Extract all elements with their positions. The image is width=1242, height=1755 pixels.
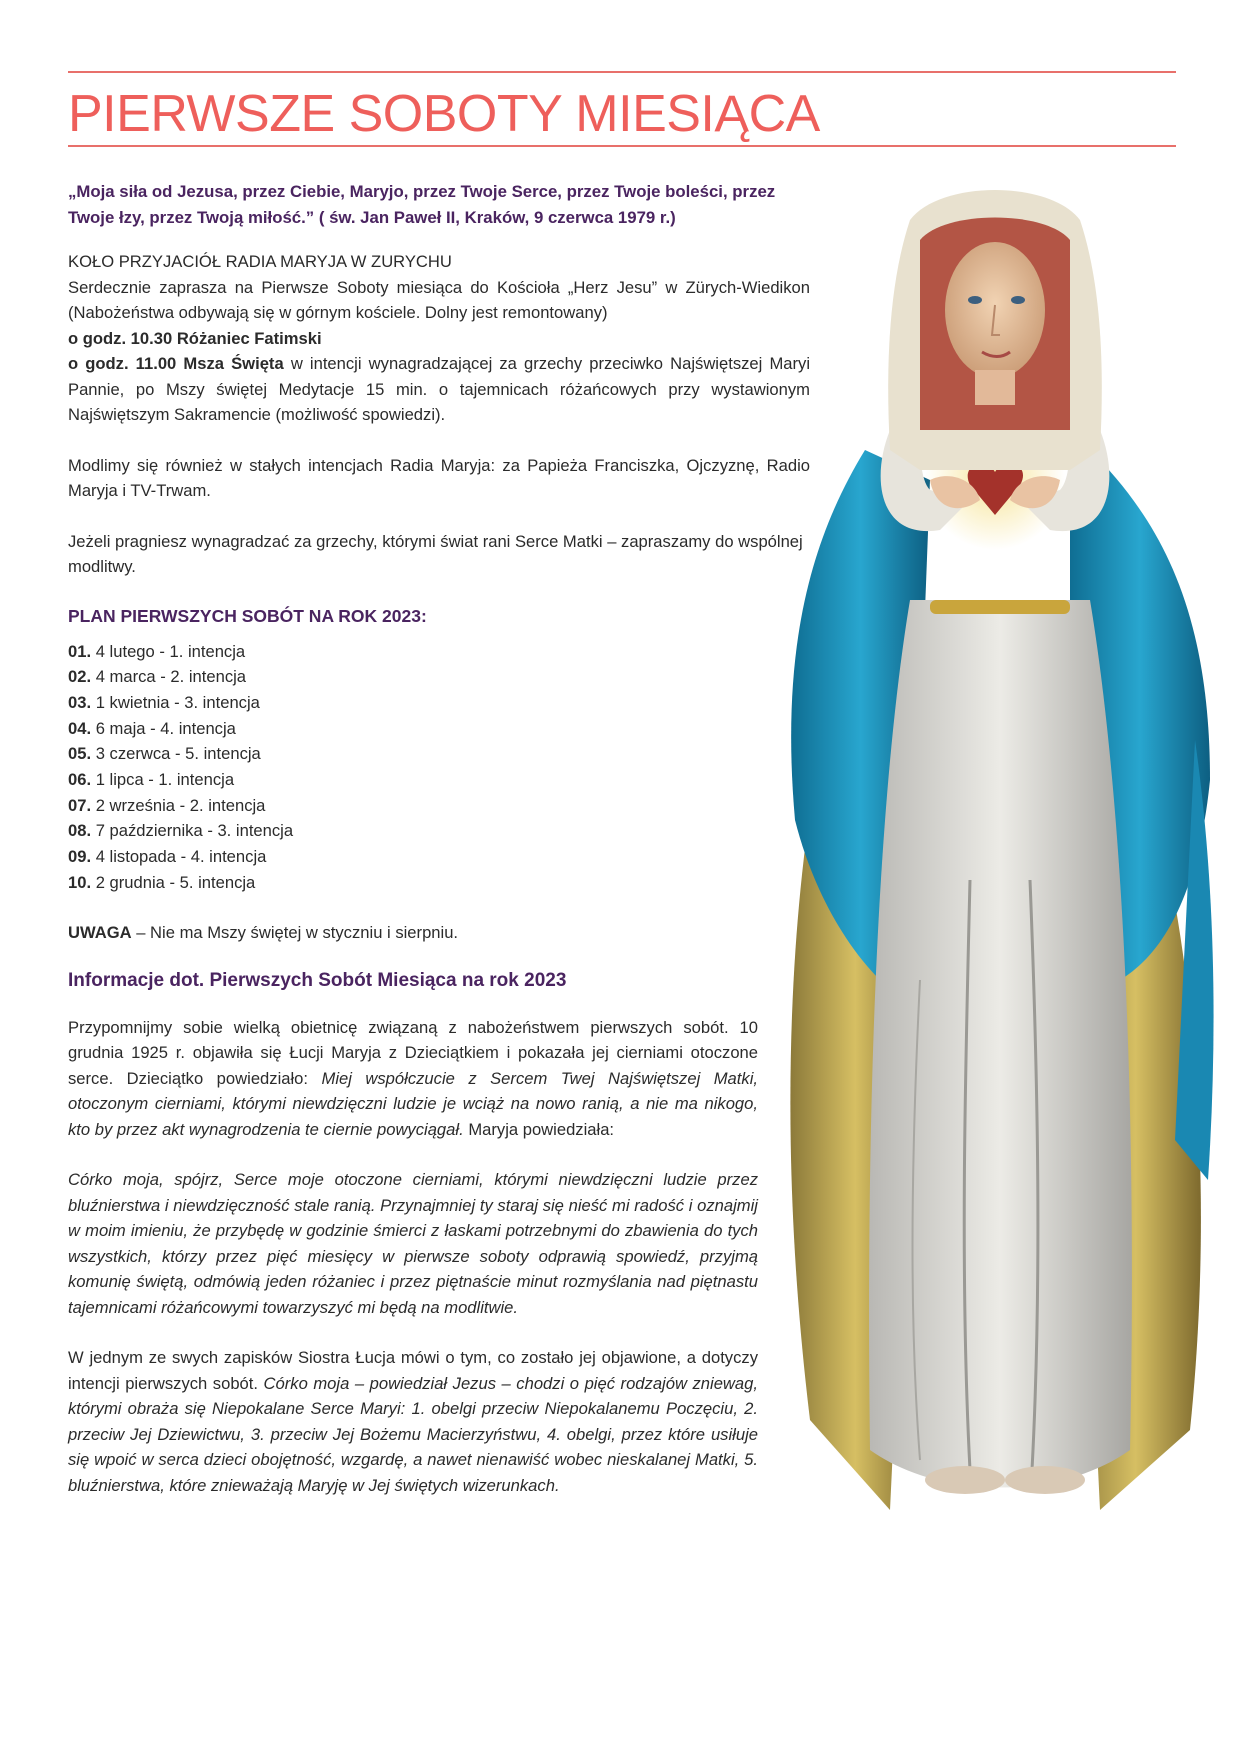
- note-label: UWAGA: [68, 922, 132, 942]
- info-paragraph-3: W jednym ze swych zapisków Siostra Łucja mówi o tym, co zostało jej objawione, a dotyczy intencji pierwszych sobót. Córko moja – powiedział Jezus – chodzi o pięć rodzajów zniewag, którymi obraża się Niepokalane Serce Maryi: 1. obelgi przeciw Niepokalanemu Poczęciu, 2. przeciw Jej Dziewictwu, 3. przeciw Jej Bożemu Macierzyństwu, 4. obelgi, przez które usiłuje się wpoić w serca dzieci obojętność, wzgardę, a nawet nienawiść wobec nieskalanej Matki, 5. bluźnierstwa, które znieważają Maryję w Jej świętych wizerunkach.: [68, 1348, 758, 1495]
- list-item: 10. 2 grudnia - 5. intencja: [68, 872, 256, 892]
- list-item: 01. 4 lutego - 1. intencja: [68, 641, 246, 661]
- mary-quote: Córko moja, spójrz, Serce moje otoczone cierniami, którymi niewdzięczni ludzie przez bluźnierstwa i niewdzięczność stale ranią. Przynajmniej ty staraj się nieść mi radość i oznajmij w moim imieniu, że przybędę w godzinie śmierci z łaskami potrzebnymi do zbawienia do tych wszystkich, którzy przez pięć miesięcy w pierwsze soboty odprawią spowiedź, przyjmą komunię świętą, odmówią jeden różaniec i przez piętnaście minut rozmyślania nad piętnastu tajemnicami różańcowymi towarzyszyć mi będą na modlitwie.: [68, 1170, 758, 1317]
- list-item: 07. 2 września - 2. intencja: [68, 795, 266, 815]
- mass-time: o godz. 11.00: [68, 354, 177, 373]
- mass-line: [68, 351, 810, 428]
- child-jesus-quote: Miej współczucie z Sercem Twej Najświętszej Matki, otoczonym cierniami, którymi niewdzięczni ludzie je wciąż na nowo ranią, a nie ma nikogo, kto by przez akt wynagrodzenia te ciernie powyciągał.: [68, 1068, 758, 1139]
- page-title: PIERWSZE SOBOTY MIESIĄCA: [68, 85, 820, 143]
- intro-section: [68, 249, 810, 580]
- info-heading: Informacje dot. Pierwszych Sobót Miesiąca na rok 2023: [68, 970, 567, 991]
- list-item: 05. 3 czerwca - 5. intencja: [68, 744, 261, 764]
- invitation-text: Jeżeli pragniesz wynagradzać za grzechy, którymi świat rani Serce Matki – zapraszamy do wspólnej modlitwy.: [68, 531, 803, 576]
- note-text: – Nie ma Mszy świętej w styczniu i sierpniu.: [131, 922, 459, 942]
- list-item: 04. 6 maja - 4. intencja: [68, 718, 236, 738]
- plan-heading: PLAN PIERWSZYCH SOBÓT NA ROK 2023:: [68, 606, 427, 626]
- virgin-mary-statue-image: [770, 180, 1220, 1540]
- list-item: 08. 7 października - 3. intencja: [68, 821, 294, 841]
- rosary-time: o godz. 10.30: [68, 328, 173, 348]
- info-section: [68, 968, 758, 1498]
- quote-line-2: Twoje łzy, przez Twoją miłość.” ( św. Jan Paweł II, Kraków, 9 czerwca 1979 r.): [68, 208, 676, 227]
- title-underline: [68, 145, 1176, 147]
- list-item: 06. 1 lipca - 1. intencja: [68, 770, 235, 790]
- quote-line-1: „Moja siła od Jezusa, przez Ciebie, Maryjo, przez Twoje Serce, przez Twoje boleści, przez: [68, 182, 776, 201]
- rosary-line: [68, 326, 810, 352]
- list-item: 03. 1 kwietnia - 3. intencja: [68, 692, 260, 712]
- rosary-label: Różaniec Fatimski: [176, 328, 322, 348]
- mass-label: Msza Święta: [183, 354, 284, 373]
- plan-note: [68, 920, 810, 946]
- prayer-intentions: Modlimy się również w stałych intencjach Radia Maryja: za Papieża Franciszka, Ojczyznę, Radio Maryja i TV-Trwam.: [68, 455, 810, 500]
- list-item: 09. 4 listopada - 4. intencja: [68, 847, 267, 867]
- opening-quote: [68, 179, 810, 231]
- list-item: 02. 4 marca - 2. intencja: [68, 667, 247, 687]
- plan-list: [68, 639, 810, 896]
- top-rule: [68, 71, 1176, 73]
- mass-description: w intencji wynagradzającej za grzechy przeciwko Najświętszej Maryi Pannie, po Mszy świętej Medytacje 15 min. o tajemnicach różańcowych przy wystawionym Najświętszym Sakramencie (możliwość spowiedzi).: [68, 354, 811, 424]
- jesus-quote: Córko moja – powiedział Jezus – chodzi o pięć rodzajów zniewag, którymi obraża się Niepokalane Serce Maryi: 1. obelgi przeciw Niepokalanemu Poczęciu, 2. przeciw Jej Dziewictwu, 3. przeciw Jej Bożemu Macierzyństwu, 4. obelgi, przez które usiłuje się wpoić w serca dzieci obojętność, wzgardę, a nawet nienawiść wobec nieskalanej Matki, 5. bluźnierstwa, które znieważają Maryję w Jej świętych wizerunkach.: [68, 1373, 758, 1495]
- plan-section: [68, 604, 810, 945]
- intro-invite: Serdecznie zaprasza na Pierwsze Soboty miesiąca do Kościoła „Herz Jesu” w Zürych-Wiedikon (Nabożeństwa odbywają się w górnym kościele. Dolny jest remontowany): [68, 277, 810, 322]
- info-paragraph-1: Przypomnijmy sobie wielką obietnicę związaną z nabożeństwem pierwszych sobót. 10 grudnia 1925 r. objawiła się Łucji Maryja z Dzieciątkiem i pokazała jej cierniami otoczone serce. Dzieciątko powiedziało: Miej współczucie z Sercem Twej Najświętszej Matki, otoczonym cierniami, którymi niewdzięczni ludzie je wciąż na nowo ranią, a nie ma nikogo, kto by przez akt wynagrodzenia te ciernie powyciągał. Maryja powiedziała:: [68, 1017, 758, 1139]
- intro-heading: KOŁO PRZYJACIÓŁ RADIA MARYJA W ZURYCHU: [68, 252, 452, 271]
